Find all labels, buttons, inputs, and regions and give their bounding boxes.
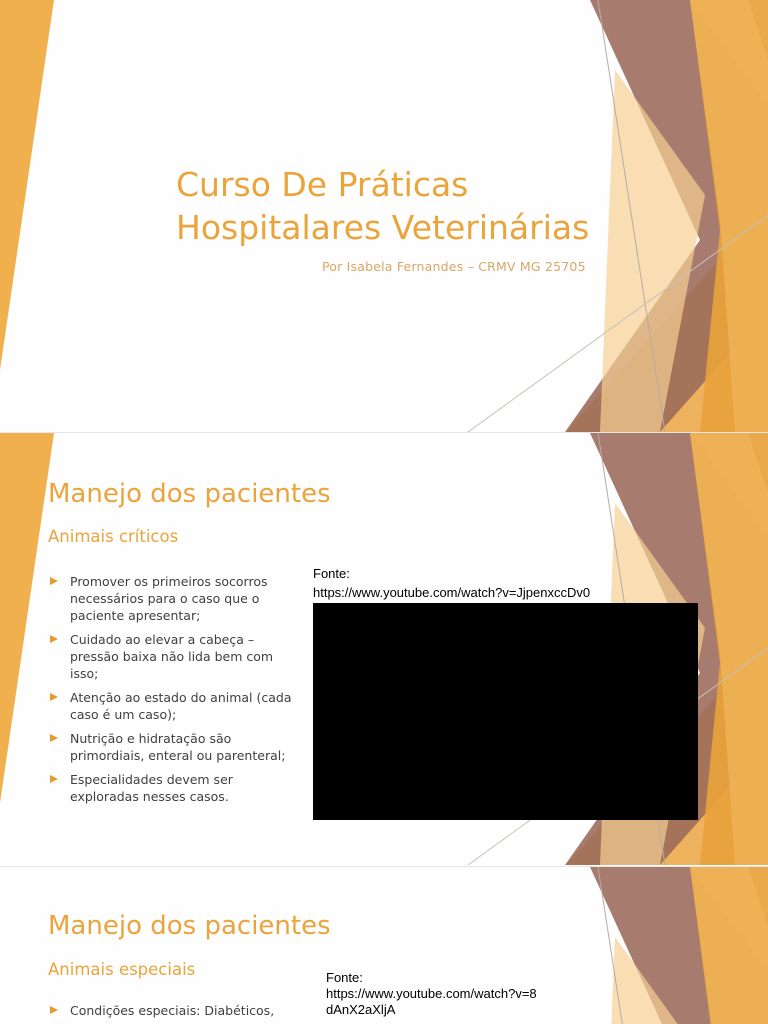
video-source-caption <box>326 970 537 1018</box>
triangle-right-icon <box>50 775 58 783</box>
list-item: Condições especiais: Diabéticos, <box>48 1002 286 1019</box>
source-url[interactable]: https://www.youtube.com/watch?v=JjpenxccDv0 <box>313 585 591 600</box>
source-label: Fonte: <box>313 566 350 581</box>
left-accent-shape <box>0 0 54 370</box>
bullet-list <box>48 573 300 812</box>
list-item: Cuidado ao elevar a cabeça – pressão baixa não lida bem com isso; <box>48 631 300 682</box>
triangle-right-icon <box>50 1006 58 1014</box>
title-slide <box>0 0 768 432</box>
bullet-list <box>48 1002 286 1024</box>
slide-heading: Manejo dos pacientes <box>48 911 331 941</box>
title-line-2: Hospitalares Veterinárias <box>176 208 590 247</box>
slide-heading: Manejo dos pacientes <box>48 479 331 509</box>
presentation-title <box>176 163 589 249</box>
slide-subheading: Animais críticos <box>48 527 179 546</box>
triangle-right-icon <box>50 577 58 585</box>
video-source-caption <box>313 564 590 602</box>
triangle-right-icon <box>50 635 58 643</box>
list-item: Promover os primeiros socorros necessários para o caso que o paciente apresentar; <box>48 573 300 624</box>
critical-animals-slide <box>0 433 768 865</box>
left-accent-shape <box>0 433 54 803</box>
title-line-1: Curso De Práticas <box>176 165 469 204</box>
list-item: Nutrição e hidratação são primordiais, enteral ou parenteral; <box>48 730 300 764</box>
triangle-right-icon <box>50 734 58 742</box>
special-animals-slide <box>0 867 768 1024</box>
slide-subheading: Animais especiais <box>48 960 196 979</box>
list-item: Especialidades devem ser exploradas nesses casos. <box>48 771 300 805</box>
source-url-line-1[interactable]: https://www.youtube.com/watch?v=8 <box>326 986 537 1001</box>
presentation-subtitle: Por Isabela Fernandes – CRMV MG 25705 <box>322 259 586 274</box>
list-item: Atenção ao estado do animal (cada caso é um caso); <box>48 689 300 723</box>
source-url-line-2[interactable]: dAnX2aXljA <box>326 1002 396 1017</box>
source-label: Fonte: <box>326 970 363 985</box>
embedded-video-player[interactable] <box>313 603 698 820</box>
triangle-right-icon <box>50 693 58 701</box>
